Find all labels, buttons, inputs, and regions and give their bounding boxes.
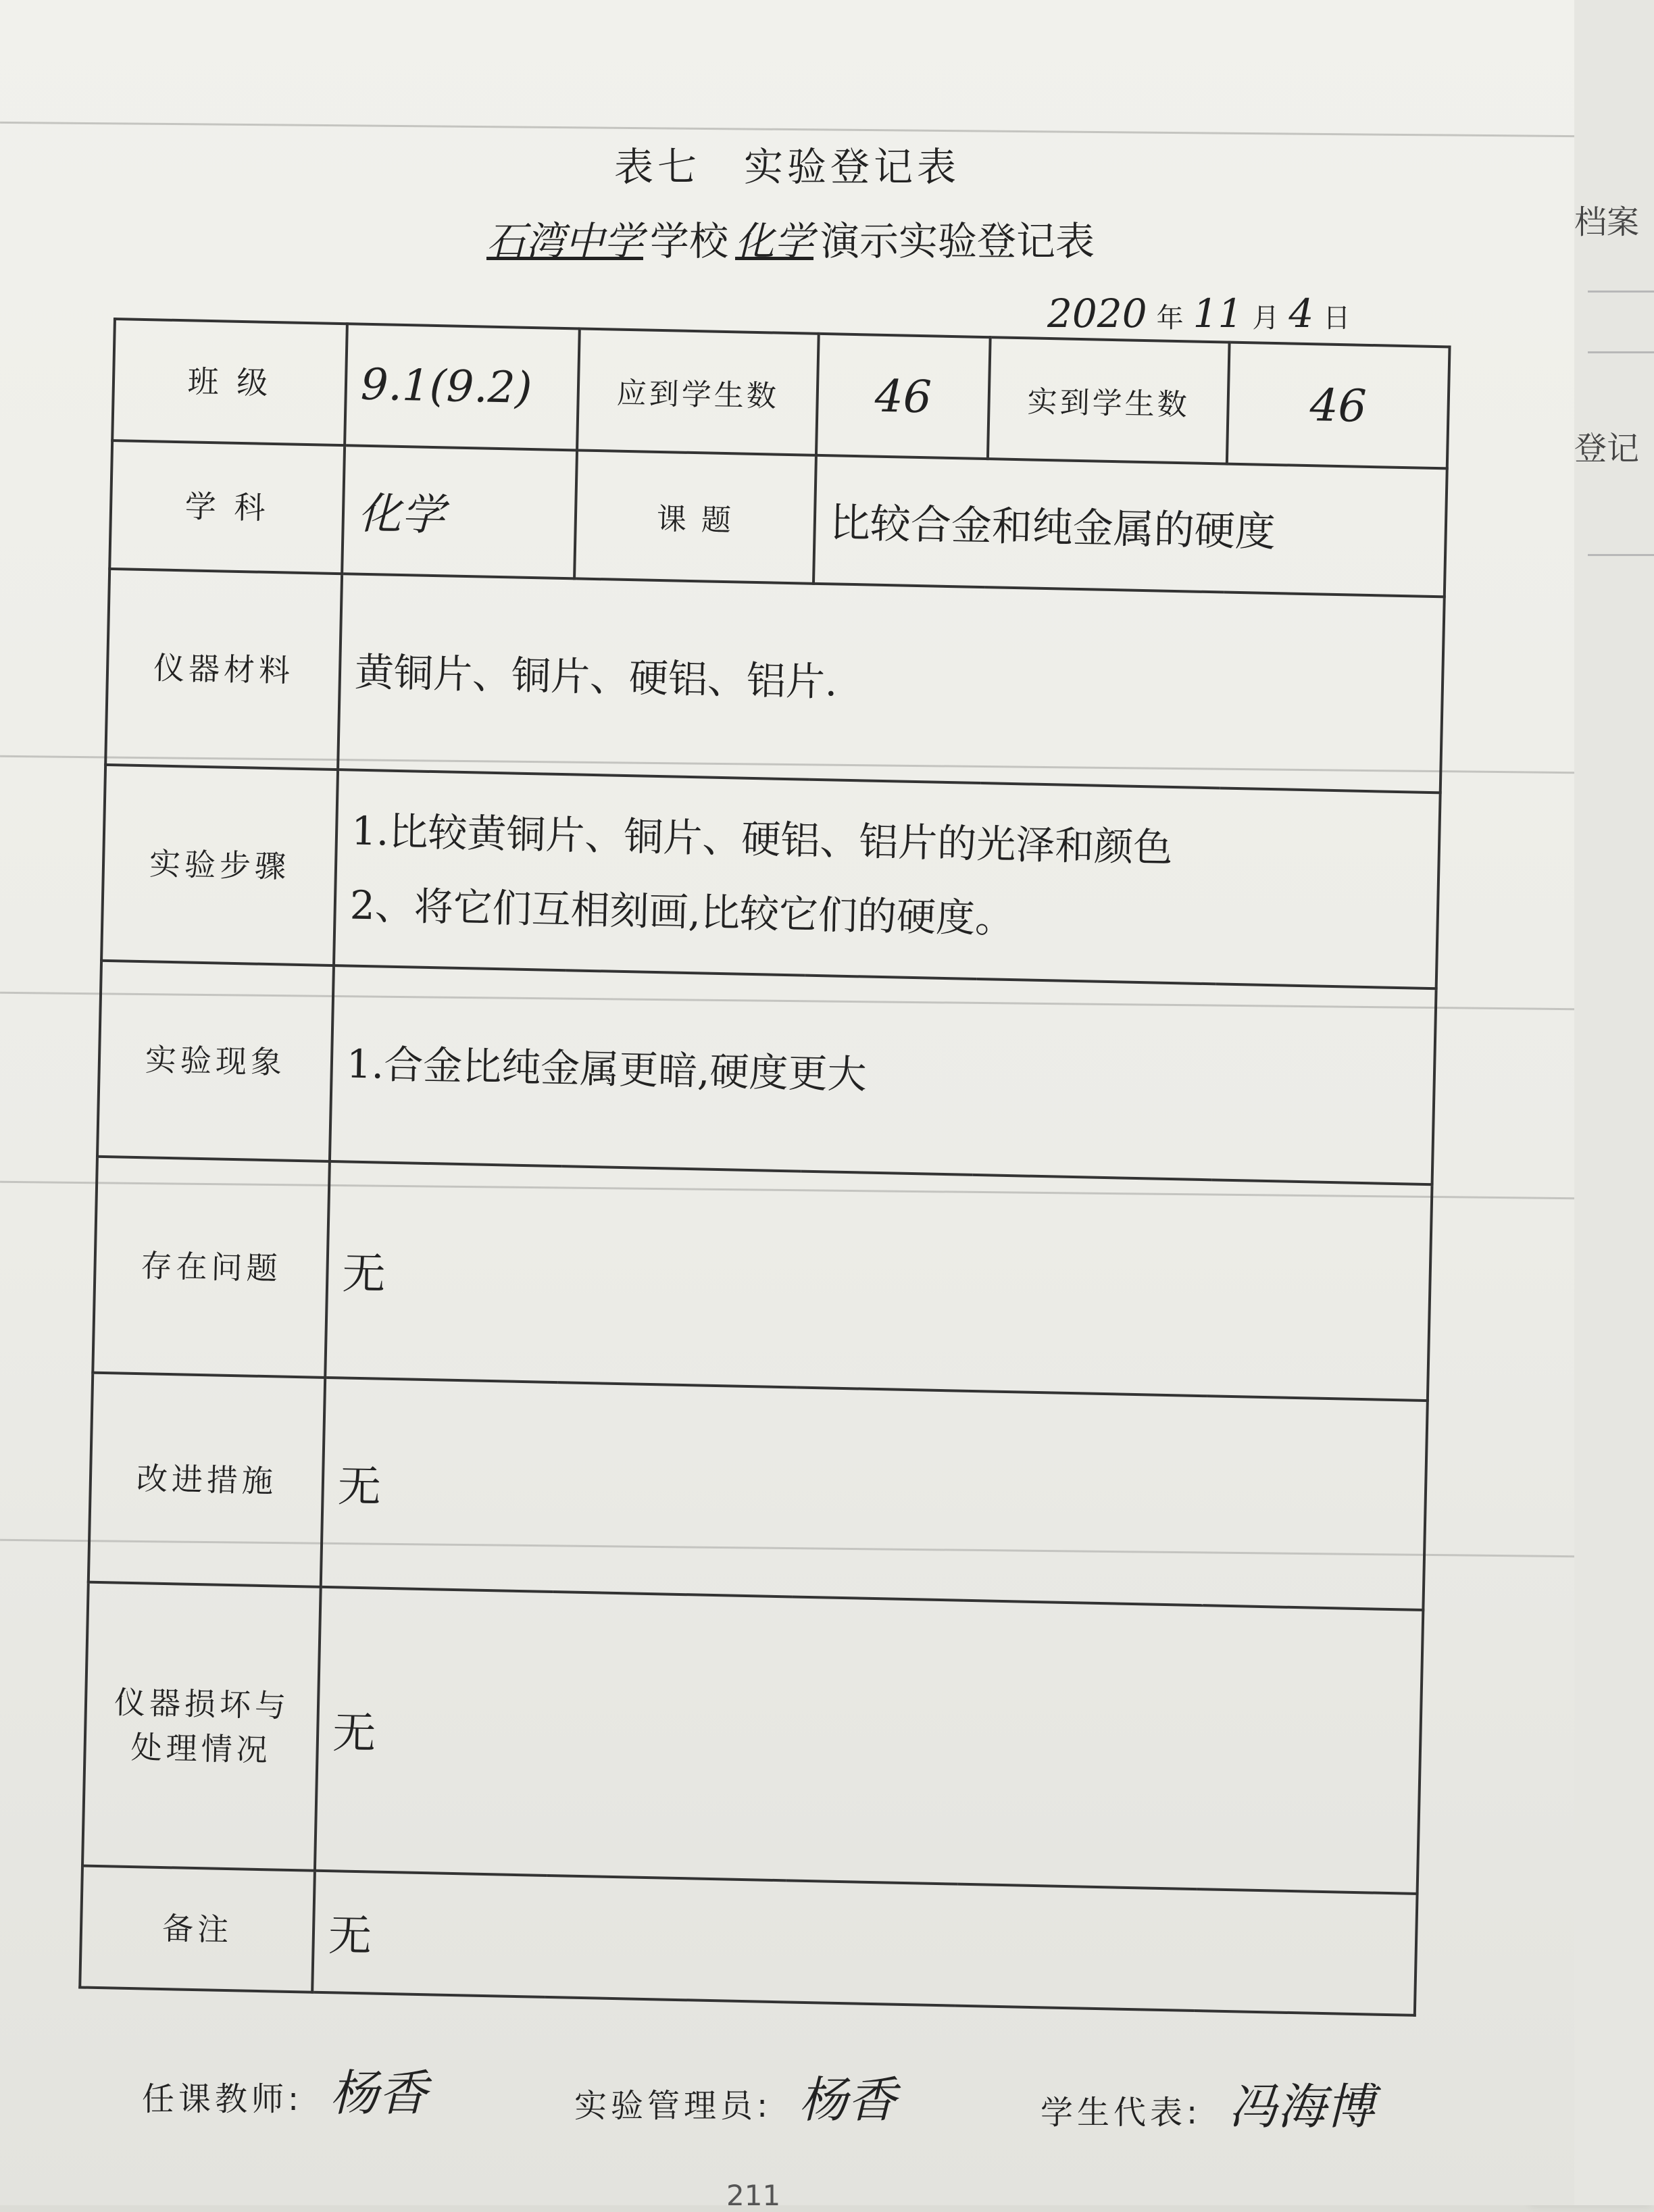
table-row — [89, 1373, 1428, 1610]
topic-label: 课 题 — [574, 450, 816, 583]
problems-value: 无 — [325, 1161, 1432, 1401]
subject-name: 化学 — [735, 218, 814, 264]
phenomena-label: 实验现象 — [97, 961, 334, 1161]
remarks-label: 备注 — [80, 1866, 315, 1992]
admin-label: 实验管理员: — [574, 2087, 772, 2125]
teacher-signature: 杨香 — [330, 2065, 428, 2121]
materials-value: 黄铜片、铜片、硬铝、铝片. — [338, 574, 1445, 793]
table-row — [105, 569, 1445, 793]
actual-value: 46 — [1227, 343, 1450, 469]
back-sheet-rule — [1588, 554, 1654, 556]
back-sheet-label: 登记 — [1574, 430, 1640, 468]
form-title-line — [0, 209, 1574, 266]
date-month-unit: 月 — [1252, 303, 1280, 334]
date-year: 2020 — [1047, 291, 1147, 336]
teacher-signature-line — [142, 2054, 427, 2124]
teacher-label: 任课教师: — [142, 2080, 303, 2118]
improve-value: 无 — [321, 1378, 1428, 1610]
date-day: 4 — [1288, 291, 1314, 336]
table-row — [93, 1157, 1432, 1401]
back-sheet-rule — [1588, 351, 1654, 353]
student-label: 学生代表: — [1041, 2094, 1202, 2132]
subject-value: 化学 — [342, 445, 577, 578]
improve-label: 改进措施 — [89, 1373, 325, 1587]
date-day-unit: 日 — [1323, 303, 1351, 334]
date-line — [1047, 291, 1359, 336]
table-row — [82, 1582, 1423, 1894]
damage-label: 仪器损坏与处理情况 — [82, 1582, 321, 1871]
back-sheet-label: 档案 — [1574, 203, 1640, 241]
class-value: 9.1(9.2) — [345, 324, 580, 450]
class-label: 班 级 — [112, 319, 347, 445]
step-item: 1.比较黄铜片、铜片、硬铝、铝片的光泽和颜色 — [351, 807, 1173, 871]
school-suffix: 学校 — [649, 218, 728, 264]
step-item: 2、将它们互相刻画,比较它们的硬度。 — [349, 882, 1015, 942]
expected-value: 46 — [816, 334, 991, 459]
table-row — [101, 765, 1440, 988]
page-number: 211 — [726, 2179, 781, 2212]
actual-label: 实到学生数 — [988, 337, 1230, 463]
date-month: 11 — [1193, 291, 1243, 336]
school-name: 石湾中学 — [486, 218, 643, 264]
back-sheet-rule — [1588, 291, 1654, 293]
damage-value: 无 — [315, 1587, 1423, 1894]
date-year-unit: 年 — [1156, 303, 1184, 334]
form-title: 演示实验登记表 — [820, 218, 1095, 264]
steps-cell — [334, 770, 1440, 988]
student-signature-line — [1041, 2067, 1374, 2138]
topic-value: 比较合金和纯金属的硬度 — [813, 455, 1447, 597]
registration-table — [78, 318, 1451, 2017]
subject-label: 学 科 — [109, 441, 345, 574]
phenomena-value: 1.合金比纯金属更暗,硬度更大 — [330, 965, 1436, 1184]
student-signature: 冯海博 — [1228, 2078, 1375, 2135]
materials-label: 仪器材料 — [105, 569, 342, 770]
table-row — [97, 961, 1436, 1184]
remarks-value: 无 — [312, 1871, 1417, 2015]
admin-signature-line — [574, 2061, 896, 2131]
expected-label: 应到学生数 — [577, 328, 819, 455]
table-title: 表七 实验登记表 — [613, 144, 960, 190]
admin-signature: 杨香 — [799, 2071, 897, 2128]
steps-label: 实验步骤 — [101, 765, 338, 965]
problems-label: 存在问题 — [93, 1157, 330, 1378]
